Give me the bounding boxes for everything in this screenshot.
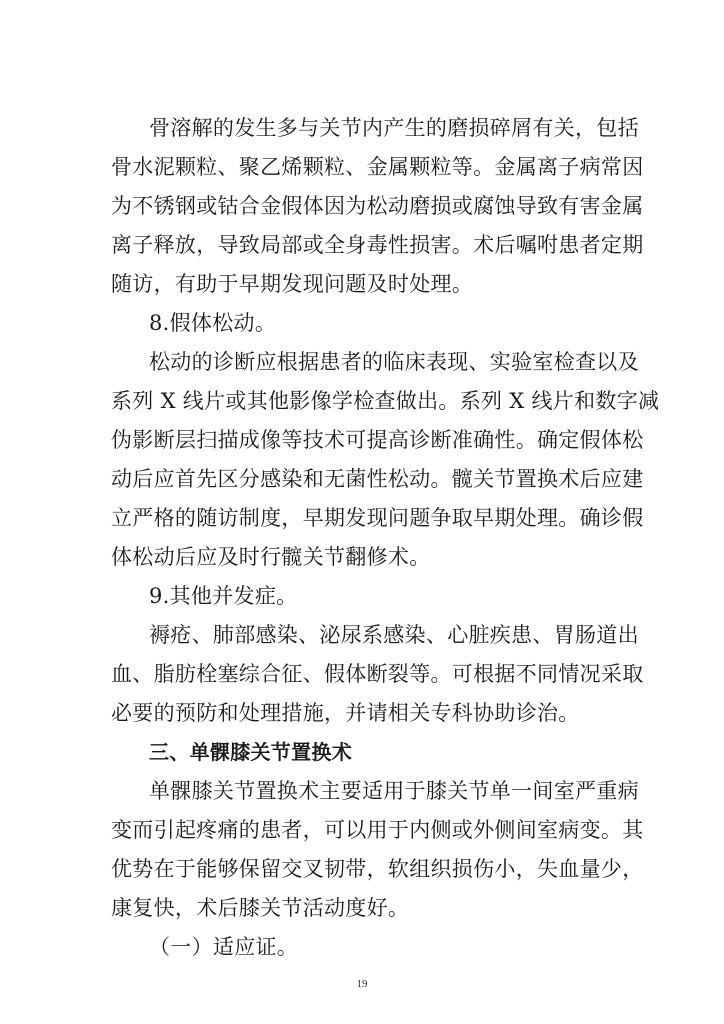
body-text-line: 血、脂肪栓塞综合征、假体断裂等。可根据不同情况采取 [111,662,644,686]
body-text-line: 系列 X 线片或其他影像学检查做出。系列 X 线片和数字减 [111,389,660,413]
body-text-line: 优势在于能够保留交叉韧带，软组织损伤小，失血量少， [111,857,644,881]
body-text-line: 伪影断层扫描成像等技术可提高诊断准确性。确定假体松 [111,428,644,452]
body-text-line: 骨溶解的发生多与关节内产生的磨损碎屑有关，包括 [149,116,639,140]
body-text-line: 变而引起疼痛的患者，可以用于内侧或外侧间室病变。其 [111,818,644,842]
body-text-line: 单髁膝关节置换术主要适用于膝关节单一间室严重病 [149,779,639,803]
body-text-line: 体松动后应及时行髋关节翻修术。 [111,545,431,569]
list-item-heading: 8.假体松动。 [149,311,277,335]
body-text-line: 随访，有助于早期发现问题及时处理。 [111,272,474,296]
page-number: 19 [356,978,368,990]
subsection-heading: （一）适应证。 [149,935,299,959]
body-text-line: 褥疮、肺部感染、泌尿系感染、心脏疾患、胃肠道出 [149,623,639,647]
body-text-line: 离子释放，导致局部或全身毒性损害。术后嘱咐患者定期 [111,233,644,257]
body-text-line: 动后应首先区分感染和无菌性松动。髋关节置换术后应建 [111,467,644,491]
body-text-line: 松动的诊断应根据患者的临床表现、实验室检查以及 [149,350,639,374]
section-heading: 三、单髁膝关节置换术 [149,740,352,764]
body-text-line: 立严格的随访制度，早期发现问题争取早期处理。确诊假 [111,506,644,530]
list-item-heading: 9.其他并发症。 [149,584,298,608]
body-text-line: 为不锈钢或钴合金假体因为松动磨损或腐蚀导致有害金属 [111,194,644,218]
body-text-line: 骨水泥颗粒、聚乙烯颗粒、金属颗粒等。金属离子病常因 [111,155,644,179]
body-text-line: 康复快，术后膝关节活动度好。 [111,896,410,920]
body-text-line: 必要的预防和处理措施，并请相关专科协助诊治。 [111,701,580,725]
